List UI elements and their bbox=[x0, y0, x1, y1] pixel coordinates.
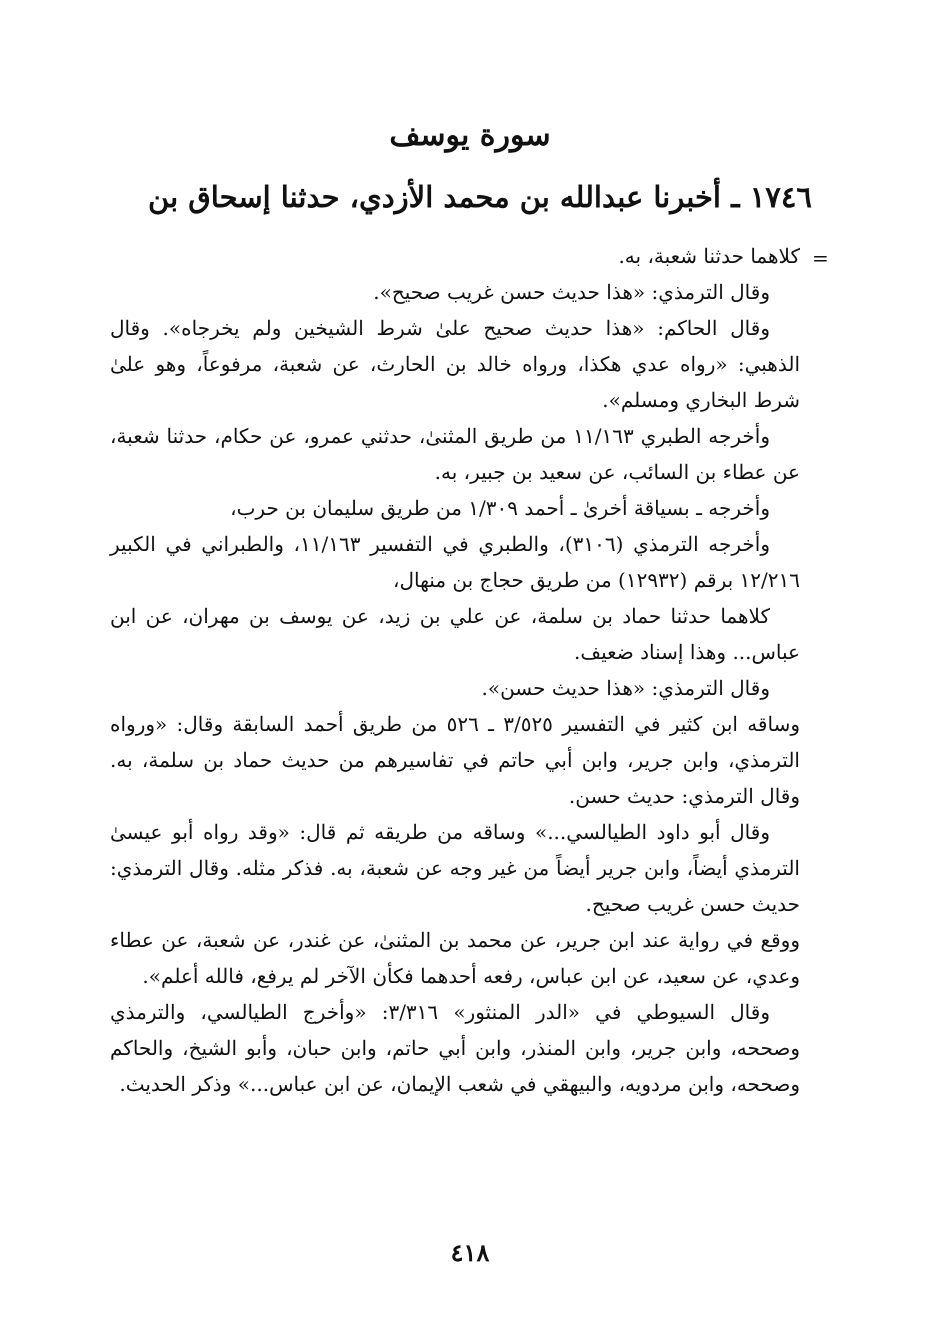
paragraph: وقال السيوطي في «الدر المنثور» ٣/٣١٦: «وأخرج الطيالسي، والترمذي وصححه، وابن جرير، وابن المنذر، وابن أبي حاتم، وابن حبان، وأبو الشيخ، والحاكم وصححه، وابن مردويه، والبيهقي في شعب الإيمان، عن ابن عباس...» وذكر الحديث. bbox=[110, 1000, 800, 1096]
paragraph: وأخرجه الطبري ١١/١٦٣ من طريق المثنىٰ، حدثني عمرو، عن حكام، حدثنا شعبة، عن عطاء بن السائب، عن سعيد بن جبير، به. bbox=[110, 424, 800, 484]
paragraph: كلاهما حدثنا شعبة، به. bbox=[618, 244, 800, 268]
paragraph: وأخرجه الترمذي (٣١٠٦)، والطبري في التفسير ١١/١٦٣، والطبراني في الكبير ١٢/٢١٦ برقم (١٢٩٣٢) من طريق حجاج بن منهال، bbox=[110, 532, 800, 592]
surah-title: سورة يوسف bbox=[389, 118, 551, 153]
paragraph: وأخرجه ـ بسياقة أخرىٰ ـ أحمد ١/٣٠٩ من طريق سليمان بن حرب، bbox=[230, 496, 770, 520]
paragraph: وقال الترمذي: «هذا حديث حسن». bbox=[481, 676, 770, 700]
footnote-body bbox=[110, 238, 800, 1102]
continuation-mark: = bbox=[812, 246, 829, 270]
page-number: ٤١٨ bbox=[450, 1238, 490, 1267]
paragraph: كلاهما حدثنا حماد بن سلمة، عن علي بن زيد، عن يوسف بن مهران، عن ابن عباس... وهذا إسناد ضعيف. bbox=[110, 604, 800, 664]
paragraph: وقال أبو داود الطيالسي...» وساقه من طريقه ثم قال: «وقد رواه أبو عيسىٰ الترمذي أيضاً، وابن جرير أيضاً من غير وجه عن شعبة، به. فذكر مثله. وقال الترمذي: حديث حسن غريب صحيح. bbox=[110, 820, 800, 916]
paragraph: وقال الترمذي: «هذا حديث حسن غريب صحيح». bbox=[373, 280, 770, 304]
paragraph: ووقع في رواية عند ابن جرير، عن محمد بن المثنىٰ، عن غندر، عن شعبة، عن عطاء وعدي، عن سعيد، عن ابن عباس، رفعه أحدهما فكأن الآخر لم يرفع، فالله أعلم». bbox=[110, 928, 800, 988]
paragraph: وقال الحاكم: «هذا حديث صحيح علىٰ شرط الشيخين ولم يخرجاه». وقال الذهبي: «رواه عدي هكذا، ورواه خالد بن الحارث، عن شعبة، مرفوعاً، وهو علىٰ شرط البخاري ومسلم». bbox=[110, 316, 800, 412]
hadith-heading: ١٧٤٦ ـ أخبرنا عبدالله بن محمد الأزدي، حدثنا إسحاق بن bbox=[148, 180, 812, 214]
paragraph: وساقه ابن كثير في التفسير ٣/٥٢٥ ـ ٥٢٦ من طريق أحمد السابقة وقال: «ورواه الترمذي، وابن جرير، وابن أبي حاتم في تفاسيرهم من حديث حماد بن سلمة، به. وقال الترمذي: حديث حسن. bbox=[110, 712, 801, 808]
